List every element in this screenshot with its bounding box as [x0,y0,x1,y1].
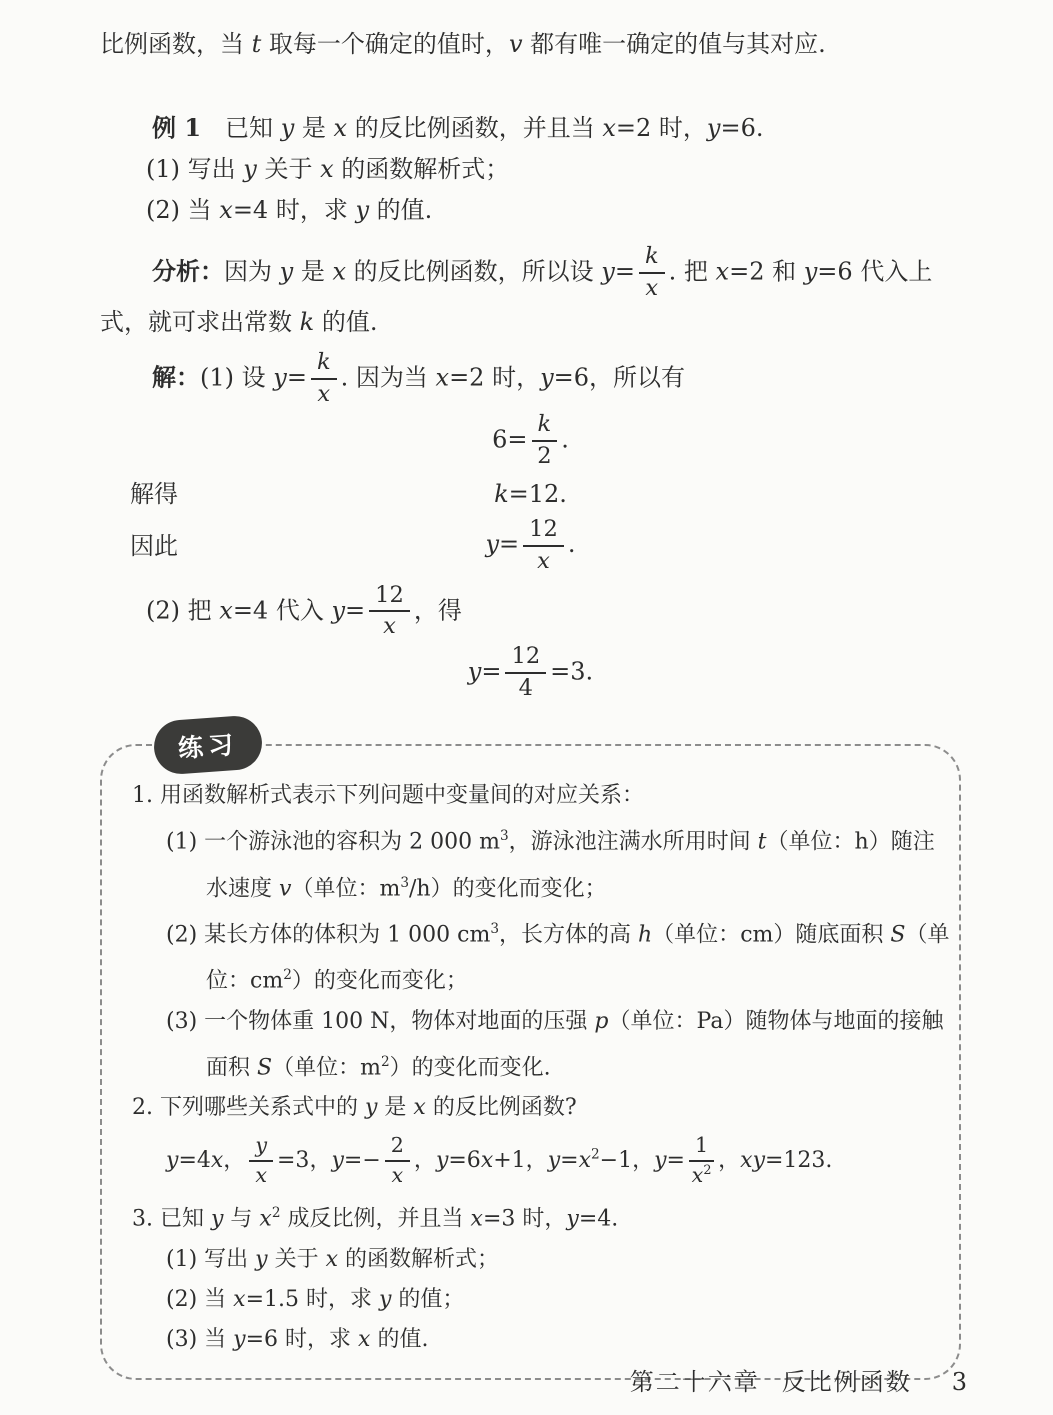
text-segment: m [360,1054,381,1080]
row-label-yinci: 因此 [130,531,178,560]
fraction [532,412,558,470]
text-segment: = [345,595,366,624]
text-segment: =4 [178,1147,211,1173]
page-footer [630,1367,967,1397]
math-variable: y [364,1094,378,1120]
math-variable: v [508,30,523,58]
analysis-line-2 [100,302,961,342]
text-segment: =6 [245,1326,279,1352]
text-segment: ）随底面积 [773,922,891,948]
math-variable: x [259,1206,272,1232]
exercise-2 [132,1088,933,1188]
text-segment: h [854,829,869,855]
text-segment: =3. [550,657,594,686]
fraction-numerator [311,350,337,380]
analysis-paragraph [100,244,961,342]
text-segment: = [560,1147,579,1173]
text-segment: 12 [375,581,404,608]
text-segment: 2. 下列哪些关系式中的 [132,1094,365,1120]
exercise-1-heading [132,776,933,816]
text-segment: =4 [232,196,269,224]
math-variable: y [233,1326,246,1352]
text-segment: 已知 [201,114,281,142]
fraction [523,517,564,575]
example-question-2 [100,190,961,230]
math-variable: x [480,1147,494,1173]
math-variable: y [540,363,554,392]
text-segment: 2 [537,442,552,469]
math-variable: x [255,1162,267,1187]
text-segment: 都有唯一确定的值与其对应. [522,30,826,58]
text-segment: 面积 [206,1054,257,1080]
fraction-denominator [645,274,658,302]
text-segment: . [567,530,576,559]
text-segment: ）随物体与地面的接触 [723,1008,944,1034]
math-variable: y [467,657,482,686]
text-segment: ，所以有 [589,363,686,392]
text-segment: 位： [206,968,251,994]
text-segment: 2 [390,1132,404,1157]
math-variable: S [257,1054,273,1080]
text-segment: 取每一个确定的值时， [261,30,509,58]
text-segment: . [340,363,349,392]
math-variable: y [273,363,287,392]
math-variable: x [537,547,550,574]
text-segment: ， [223,1147,246,1173]
superscript: 2 [590,1146,600,1163]
text-segment: =3 [482,1206,516,1232]
text-segment: 关于 [267,1246,326,1272]
text-segment: = [666,1147,685,1173]
text-segment: ，长方体的高 [499,922,638,948]
text-segment: =4 [232,595,269,624]
text-segment: 的反比例函数，并且当 [347,114,603,142]
exercise-1-item-1-line-1 [166,816,933,862]
text-segment: 代入 [268,595,332,624]
math-variable: k [494,479,509,508]
solution-step-2 [100,583,961,641]
superscript: 2 [703,1162,712,1178]
math-variable: y [547,1147,561,1173]
math-variable: k [537,410,552,437]
exercise-1-item-1-line-2 [166,863,933,909]
footer-section-title: 反比例函数 [781,1368,912,1396]
text-segment: −1 [599,1147,633,1173]
math-variable: x [320,155,334,183]
fraction-denominator [392,1162,404,1188]
practice-badge: 练习 [152,715,264,776]
text-segment: 100 N [321,1008,390,1034]
math-variable: y [255,1132,267,1157]
fraction-denominator [519,674,533,702]
text-segment: （单位： [652,922,741,948]
example-1-block [100,108,961,230]
exercise-3-item-3 [166,1320,933,1360]
math-variable: y [601,257,615,286]
text-segment: 是 [377,1094,414,1120]
text-segment: （单位： [291,875,380,901]
superscript: 3 [500,828,509,845]
text-segment: (1) 写出 [146,155,244,183]
text-segment: 把 [676,257,716,286]
math-variable: y [706,114,721,142]
math-variable: x [645,274,659,301]
fraction-denominator [317,380,330,408]
math-variable: x [578,1147,591,1173]
superscript: 3 [490,920,499,937]
exercise-3-item-2 [166,1280,933,1320]
math-variable: h [638,922,653,948]
math-variable: y [280,114,295,142]
text-segment: 时， [651,114,707,142]
superscript: 2 [283,967,292,984]
math-variable: y [210,1206,224,1232]
exercise-3-heading [132,1193,933,1239]
text-segment: ， [632,1147,655,1173]
text-segment: (3) 当 [166,1326,234,1352]
math-variable: x [413,1094,426,1120]
text-segment: Pa [696,1008,724,1034]
math-variable: k [299,307,315,336]
math-variable: k [644,243,659,269]
fraction-numerator [639,244,665,274]
math-variable: xy [740,1147,765,1173]
text-segment: =12. [508,479,567,508]
text-segment: 3. 已知 [132,1206,211,1232]
exercise-1-item-3-line-1 [166,1002,944,1042]
text-segment: 解： [152,362,200,392]
text-segment: (2) 当 [166,1286,234,1312]
math-variable: S [890,922,906,948]
text-segment: 时，求 [278,1326,359,1352]
text-segment: (1) 设 [200,363,274,392]
fraction-numerator [385,1134,410,1162]
math-variable: x [470,1206,483,1232]
solution-line-1 [100,350,961,408]
math-variable: y [331,595,346,624]
exercise-2-formulas [132,1134,933,1188]
text-segment: ）的变化而变化. [389,1054,551,1080]
text-segment: ，游泳池注满水所用时间 [508,829,758,855]
text-segment: 的函数解析式； [333,155,510,183]
math-variable: x [715,257,730,286]
row-label-jiede: 解得 [130,479,178,508]
footer-chapter: 第二十六章 [629,1368,760,1396]
text-segment: ）随注 [868,829,935,855]
text-segment: . [668,257,677,286]
fraction-denominator [255,1162,267,1188]
text-segment: (1) 一个游泳池的容积为 [166,829,410,855]
text-segment: ，物体对地面的压强 [389,1008,595,1034]
text-segment: (1) 写出 [166,1246,256,1272]
text-segment: /h [409,875,431,901]
equation-k-equals-12 [494,480,567,508]
math-variable: x [317,380,331,407]
text-segment: 的函数解析式； [338,1246,500,1272]
fraction-numerator [689,1134,714,1162]
text-segment: 时，求 [268,196,356,224]
text-segment: m [379,875,401,901]
text-segment: （单位： [272,1054,361,1080]
text-segment: cm [250,968,284,994]
math-variable: x [233,1286,246,1312]
text-segment: 6= [492,425,528,454]
text-segment: 例 1 [152,113,202,142]
exercise-1-item-3 [132,1002,944,1088]
equation-row-solved [100,474,961,514]
exercise-3 [132,1193,933,1359]
text-segment: 2 000 m [409,829,500,855]
text-segment: 和 [764,257,804,286]
fraction-numerator [249,1134,273,1162]
math-variable: x [210,1147,224,1173]
exercise-1-item-2-line-2 [166,955,933,1001]
solution-block [100,350,961,702]
math-variable: x [435,363,450,392]
text-segment: ， [525,1147,548,1173]
equation-6-equals-k-over-2 [100,412,961,470]
exercise-1-item-2 [132,909,950,1002]
practice-box [100,730,961,1380]
exercise-1 [132,776,950,1088]
fraction-numerator [523,517,564,547]
math-variable: x [358,1326,371,1352]
math-variable: k [316,348,331,375]
text-segment: ，得 [413,595,462,624]
text-segment: 分析： [152,256,224,286]
text-segment: （单位： [766,829,855,855]
text-segment: cm [740,922,774,948]
math-variable: y [379,1286,392,1312]
text-segment: . [561,425,569,454]
text-segment: 时， [484,363,541,392]
example-question-1 [100,149,961,189]
exercise-1-item-3-line-2 [166,1042,933,1088]
text-segment: 关于 [256,155,321,183]
text-segment: (2) 某长方体的体积为 [166,922,388,948]
text-segment: 的值. [370,1326,429,1352]
fraction [385,1134,410,1188]
text-segment: =2 [615,114,652,142]
text-segment: 12 [511,643,541,670]
superscript: 3 [400,874,409,891]
math-variable: y [485,530,500,559]
text-segment: (2) 当 [146,196,220,224]
text-segment: ， [413,1147,436,1173]
fraction-numerator [532,412,558,442]
fraction-denominator [383,612,396,640]
text-segment: 水速度 [206,875,279,901]
math-variable: x [383,613,396,640]
math-variable: y [566,1206,579,1232]
text-segment: = [499,530,520,559]
math-variable: p [594,1008,609,1034]
text-segment: 的值； [391,1286,465,1312]
exercise-2-heading [132,1088,933,1128]
footer-page-number: 3 [951,1368,967,1396]
superscript: 2 [380,1053,390,1070]
text-segment: 时，求 [299,1286,379,1312]
math-variable: y [435,1147,449,1173]
equation-y-equals-12-over-x [485,515,576,574]
fraction-numerator [505,644,546,674]
fraction-denominator [692,1162,712,1188]
text-segment: = [286,363,307,392]
math-variable: x [333,114,348,142]
text-segment: 的反比例函数? [425,1094,577,1120]
math-variable: y [255,1246,268,1272]
text-segment: = [614,257,635,286]
text-segment: =− [343,1147,381,1173]
fraction [311,350,337,408]
text-segment: ， [309,1147,332,1173]
math-variable: x [332,257,347,286]
fraction-denominator [537,547,550,575]
text-segment: 因为当 [348,363,436,392]
text-segment: +1 [493,1147,526,1173]
math-variable: x [219,595,233,624]
fraction [689,1134,714,1188]
text-segment: 与 [223,1206,260,1232]
text-segment: =2 [729,257,765,286]
text-segment: 的值. [314,307,378,336]
math-variable: t [251,30,262,58]
text-segment: 12 [529,515,558,542]
fraction [249,1134,273,1188]
text-segment: =6 [448,1147,481,1173]
math-variable: x [602,114,616,142]
superscript: 2 [271,1205,281,1222]
text-segment: 比例函数，当 [100,30,252,58]
exercise-3-item-1 [166,1240,933,1280]
text-segment: =123. [765,1147,833,1173]
text-segment: (2) 把 [146,595,220,624]
math-variable: y [331,1147,344,1173]
text-segment: =1.5 [245,1286,299,1312]
text-segment: 代入上 [852,257,933,286]
analysis-line-1 [100,244,961,302]
text-segment: 1 [694,1132,709,1157]
text-segment: 因为 [224,257,280,286]
text-segment: 1 000 cm [387,922,491,948]
text-segment: 的反比例函数，所以设 [346,257,602,286]
text-segment: = [481,657,502,686]
text-segment: ）的变化而变化； [430,875,607,901]
exercise-1-item-1 [132,816,933,909]
text-segment: （单位： [608,1008,697,1034]
text-segment: (3) 一个物体重 [166,1008,322,1034]
math-variable: x [325,1246,339,1272]
exercise-3-items [132,1240,933,1360]
fraction-denominator [537,442,551,470]
text-segment: =6 [817,257,853,286]
exercise-1-item-2-line-1 [166,909,950,955]
math-variable: x [691,1162,704,1187]
example-heading [100,108,961,148]
math-variable: x [219,196,233,224]
fraction [639,244,665,302]
text-segment: ， [718,1147,741,1173]
text-segment: （单 [905,922,950,948]
text-segment: 是 [293,257,333,286]
text-segment: =3 [277,1147,310,1173]
text-segment: 4 [518,675,533,702]
equation-row-therefore [100,517,961,575]
intro-paragraph [100,24,961,64]
math-variable: y [279,257,294,286]
math-variable: x [391,1162,404,1187]
math-variable: y [166,1147,179,1173]
text-segment: =6. [720,114,764,142]
math-variable: v [279,875,292,901]
text-segment: =6 [553,363,590,392]
math-variable: y [355,196,370,224]
math-variable: t [757,829,767,855]
text-segment: 成反比例，并且当 [280,1206,471,1232]
math-variable: y [243,155,257,183]
text-segment: 式，就可求出常数 [100,307,300,336]
fraction [505,644,546,702]
text-segment: 是 [294,114,334,142]
text-segment: 1. 用函数解析式表示下列问题中变量间的对应关系： [132,783,644,809]
text-segment: ）的变化而变化； [291,968,468,994]
text-segment: =4. [578,1206,619,1232]
math-variable: y [803,257,818,286]
math-variable: y [654,1147,667,1173]
equation-y-equals-3 [100,644,961,702]
fraction-numerator [369,583,410,613]
text-segment: =2 [449,363,485,392]
text-segment: 时， [515,1206,567,1232]
text-segment: 的值. [369,196,433,224]
fraction [369,583,410,641]
